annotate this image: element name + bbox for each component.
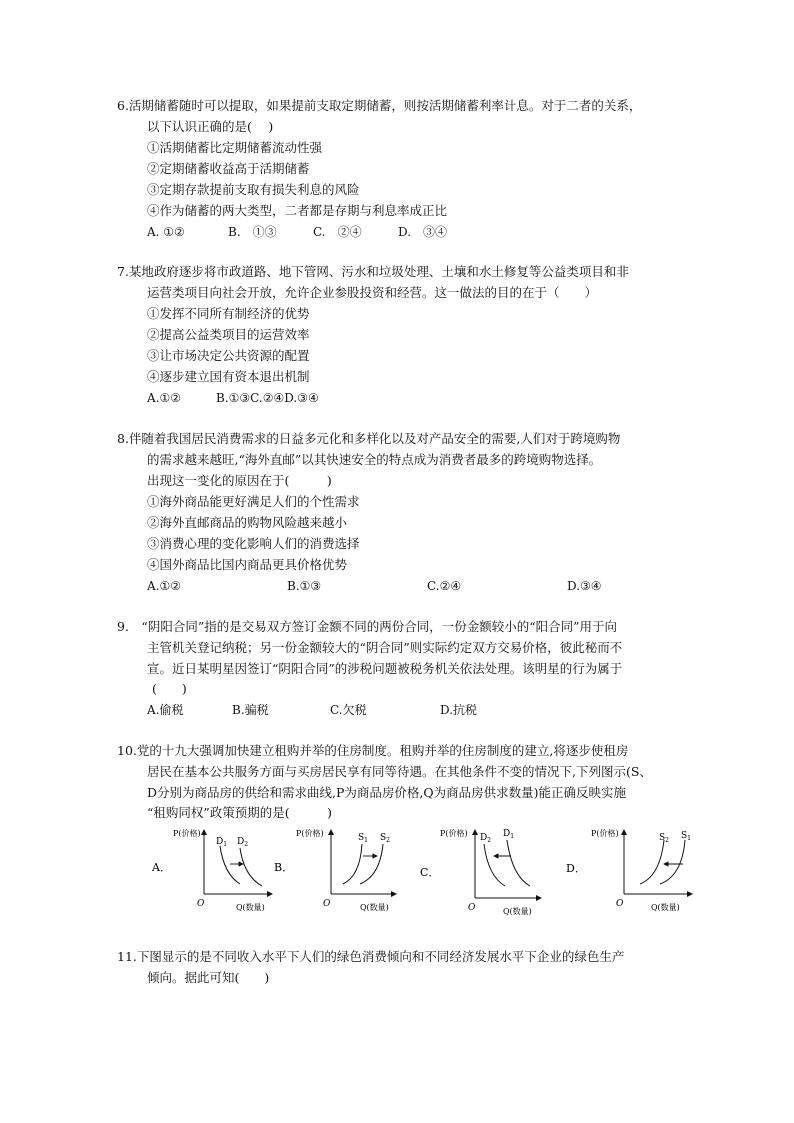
q9-choice-a: A.偷税: [147, 703, 184, 717]
graph-d-curve-2: [660, 840, 685, 884]
graph-d-xlabel: Q(数量): [651, 903, 680, 912]
q9-stem-line3: 宣。近日某明星因签订“阴阳合同”的涉税问题被税务机关依法处理。该明星的行为属于: [147, 661, 623, 676]
q8-option-2: ②海外直邮商品的购物风险越来越小: [147, 515, 348, 530]
graph-c: [420, 828, 541, 916]
q7-option-4: ④逐步建立国有资本退出机制: [147, 369, 310, 384]
q6-option-2: ②定期储蓄收益高于活期储蓄: [147, 161, 310, 176]
graph-c-letter: C．: [420, 866, 440, 879]
q7-stem-line2: 运营类项目向社会开放，允许企业参股投资和经营。这一做法的目的在于（ ）: [147, 285, 598, 300]
q6-choice-d: D. ③④: [398, 225, 448, 239]
q6-option-1: ①活期储蓄比定期储蓄流动性强: [147, 140, 323, 155]
q8-option-1: ①海外商品能更好满足人们的个性需求: [147, 494, 360, 509]
q7-option-2: ②提高公益类项目的运营效率: [147, 327, 310, 342]
graph-a-curve-1: [220, 846, 240, 884]
graph-d-letter: D．: [566, 862, 586, 875]
q8-stem-line3: 出现这一变化的原因在于( ): [147, 473, 332, 488]
graph-a-curve-1-label: $D_1$: [216, 837, 228, 848]
graph-b-xlabel: Q(数量): [360, 903, 389, 912]
q9-stem-line1: 9. “阴阳合同”指的是交易双方签订金额不同的两份合同，一份金额较小的“阳合同”用于向: [117, 619, 617, 634]
q6-stem-line2: 以下认识正确的是( ): [147, 119, 274, 134]
q8-stem-line1: 8.伴随着我国居民消费需求的日益多元化和多样化以及对产品安全的需要,人们对于跨境购物: [117, 431, 621, 446]
q8-choice-d: D.③④: [567, 579, 602, 593]
graph-a-origin: O: [197, 899, 205, 909]
q7-stem-line1: 7.某地政府逐步将市政道路、地下管网、污水和垃圾处理、土壤和水土修复等公益类项目和非: [117, 264, 629, 279]
q7-option-3: ③让市场决定公共资源的配置: [147, 348, 310, 363]
q6-option-4: ④作为储蓄的两大类型，二者都是存期与利息率成正比: [147, 203, 448, 218]
graph-d-curve-1-label: $S_2$: [659, 833, 669, 844]
q9-choice-c: C.欠税: [330, 703, 367, 717]
graph-a-xlabel: Q(数量): [236, 903, 265, 912]
q8-option-3: ③消费心理的变化影响人们的消费选择: [147, 536, 360, 551]
q6-stem-line1: 6.活期储蓄随时可以提取，如果提前支取定期储蓄，则按活期储蓄利率计息。对于二者的关系，: [117, 98, 642, 113]
q7-choice-a: A.①②: [147, 391, 181, 405]
graph-c-curve-2-label: $D_1$: [503, 829, 515, 840]
q10-stem-line4: “租购同权”政策预期的是( ): [147, 805, 333, 820]
graph-b-curve-2: [360, 844, 383, 884]
q8-choice-a: A.①②: [147, 579, 181, 593]
graph-b-origin: O: [323, 899, 331, 909]
graph-b: [274, 828, 396, 912]
graph-b-curve-1-label: $S_1$: [358, 833, 368, 844]
graph-d-origin: O: [616, 899, 624, 909]
graph-b-curve-2-label: $S_2$: [380, 833, 390, 844]
q10-stem-line1: 10.党的十九大强调加快建立租购并举的住房制度。租购并举的住房制度的建立,将逐步使租房: [117, 743, 629, 758]
q8-option-4: ④国外商品比国内商品更具价格优势: [147, 557, 348, 572]
graph-c-origin: O: [468, 903, 476, 913]
graph-a-curve-2-label: $D_2$: [237, 837, 249, 848]
graph-b-ylabel: P(价格): [296, 829, 324, 838]
graph-b-letter: B．: [274, 861, 294, 874]
graph-d-ylabel: P(价格): [591, 829, 619, 838]
q6-choice-c: C. ②④: [313, 225, 362, 239]
q9-choice-b: B.骗税: [232, 703, 269, 717]
q6-choice-b: B. ①③: [228, 225, 277, 239]
q10-stem-line2: 居民在基本公共服务方面与买房居民享有同等待遇。在其他条件不变的情况下,下列图示(S、: [147, 764, 652, 779]
graph-d: [566, 828, 692, 912]
q7-choice-bcd: B.①③C.②④D.③④: [216, 391, 319, 405]
graph-c-curve-1: [484, 844, 505, 886]
graph-b-curve-1: [343, 844, 362, 884]
graph-c-xlabel: Q(数量): [503, 907, 532, 916]
graph-d-curve-1: [640, 840, 664, 884]
q8-choice-c: C.②④: [427, 579, 462, 593]
q10-graphs: [0, 820, 794, 920]
q6-choice-a: A. ①②: [147, 225, 185, 239]
graph-d-curve-2-label: $S_1$: [681, 831, 691, 842]
q11-stem-line2: 倾向。据此可知( ): [147, 970, 270, 985]
q11-stem-line1: 11.下图显示的是不同收入水平下人们的绿色消费倾向和不同经济发展水平下企业的绿色生产: [117, 949, 625, 964]
q9-choice-d: D.抗税: [440, 703, 478, 717]
graph-c-curve-1-label: $D_2$: [480, 833, 492, 844]
q9-stem-line2: 主管机关登记纳税；另一份金额较大的“阴合同”则实际约定双方交易价格，彼此秘而不: [147, 640, 623, 655]
q8-stem-line2: 的需求越来越旺,“海外直邮”以其快速安全的特点成为消费者最多的跨境购物选择。: [147, 452, 602, 467]
graph-a-curve-2: [240, 848, 262, 886]
graph-a-letter: A．: [152, 861, 171, 874]
graph-a: [151, 828, 272, 912]
q7-option-1: ①发挥不同所有制经济的优势: [147, 306, 310, 321]
graph-c-curve-2: [507, 840, 530, 886]
q10-stem-line3: D分别为商品房的供给和需求曲线,P为商品房价格,Q为商品房供求数量)能正确反映实施: [147, 785, 627, 800]
q9-stem-line4: ( ): [152, 681, 187, 696]
q6-option-3: ③定期存款提前支取有损失利息的风险: [147, 182, 360, 197]
q8-choice-b: B.①③: [287, 579, 322, 593]
graph-a-ylabel: P(价格): [173, 829, 201, 838]
graph-c-ylabel: P(价格): [440, 829, 468, 838]
